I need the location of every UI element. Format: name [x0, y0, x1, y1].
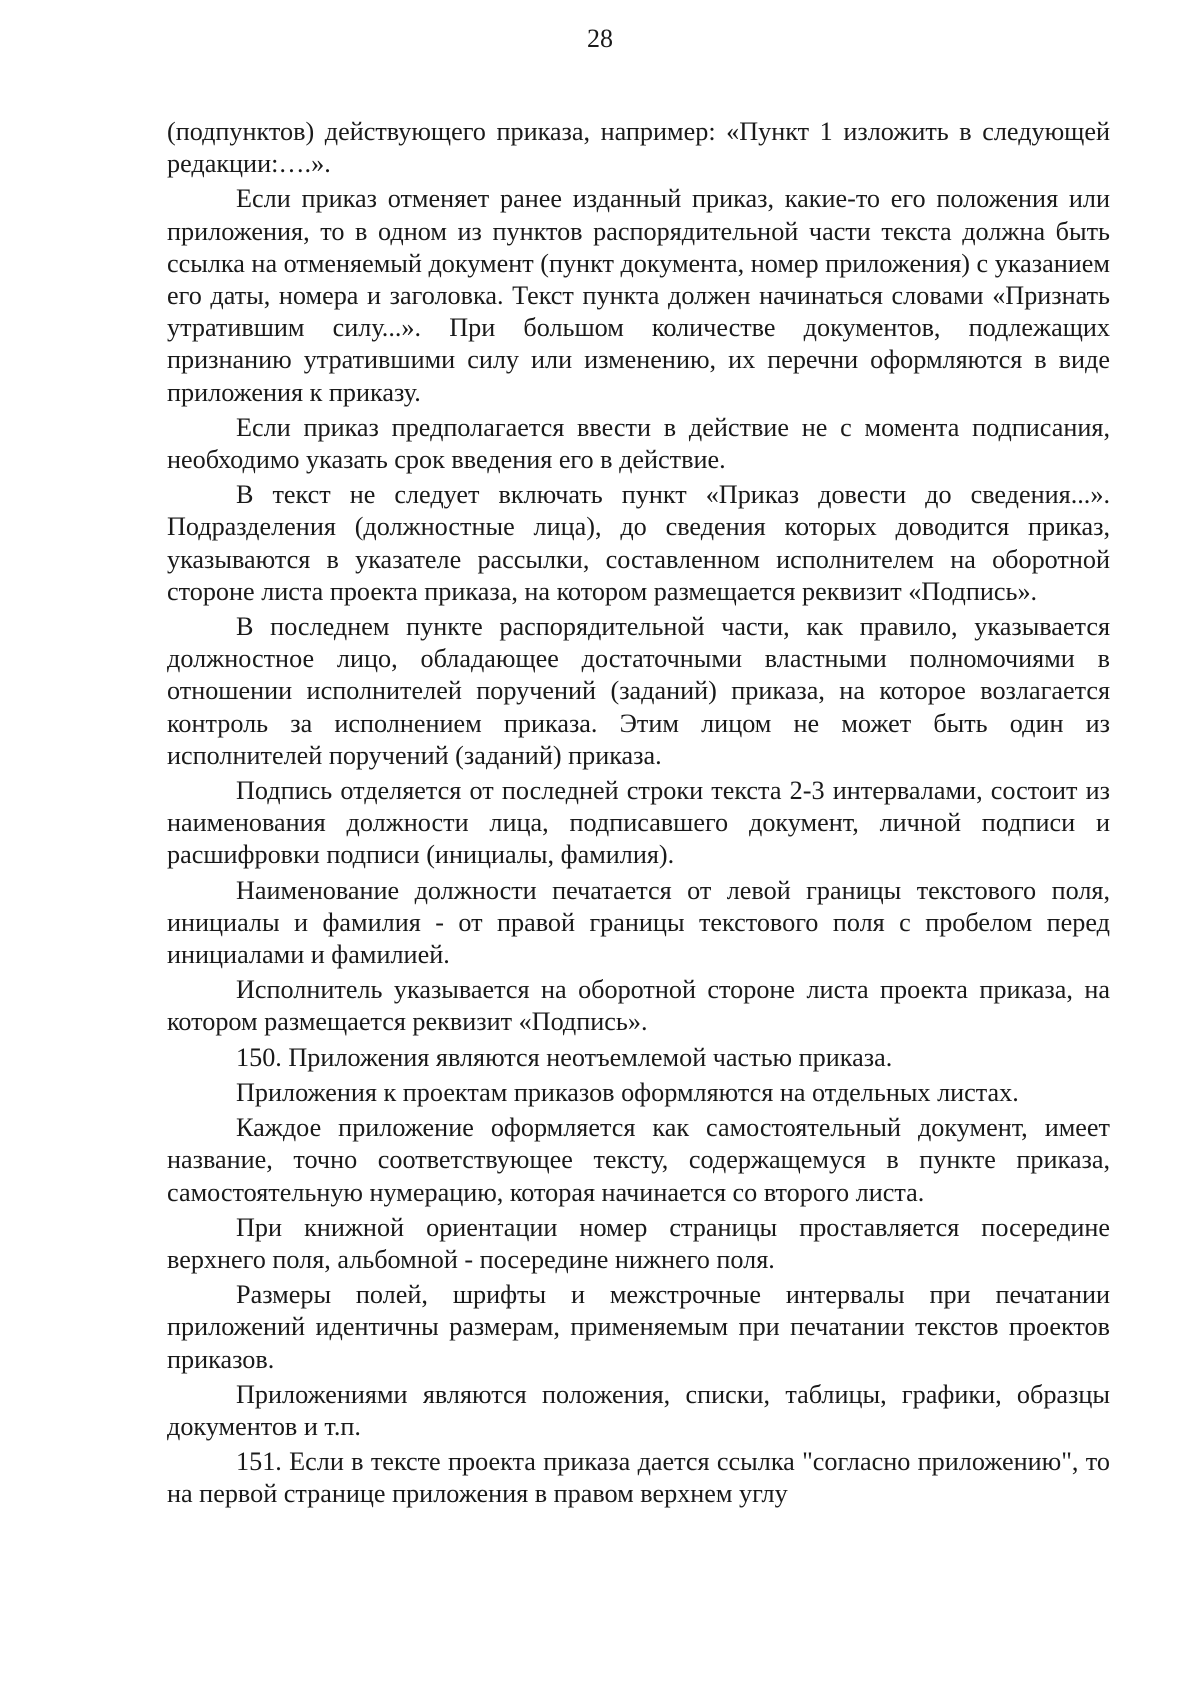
paragraph: Приложения к проектам приказов оформляются на отдельных листах. — [236, 1077, 1019, 1107]
paragraph: Каждое приложение оформляется как самостоятельный документ, имеет название, точно соответствующее тексту, содержащемуся в пункте приказа, самостоятельную нумерацию, которая начинается со второго листа. — [167, 1113, 1110, 1207]
paragraph: 150. Приложения являются неотъемлемой частью приказа. — [236, 1042, 893, 1072]
paragraph: При книжной ориентации номер страницы проставляется посередине верхнего поля, альбомной - посередине нижнего поля. — [167, 1212, 1110, 1274]
paragraph: Если приказ отменяет ранее изданный приказ, какие-то его положения или приложения, то в одном из пунктов распорядительной части текста должна быть ссылка на отменяемый документ (пункт документа, номер приложения) с указанием его даты, номера и заголовка. Текст пункта должен начинаться словами «Признать утратившим силу...». При большом количестве документов, подлежащих признанию утратившими силу или изменению, их перечни оформляются в виде приложения к приказу. — [167, 184, 1110, 407]
paragraph: 151. Если в тексте проекта приказа дается ссылка "согласно приложению", то на первой странице приложения в правом верхнем углу — [167, 1447, 1110, 1509]
paragraph: Размеры полей, шрифты и межстрочные интервалы при печатании приложений идентичны размерам, применяемым при печатании текстов проектов приказов. — [167, 1280, 1110, 1374]
document-body — [167, 116, 1110, 1514]
paragraph: Подпись отделяется от последней строки текста 2-3 интервалами, состоит из наименования должности лица, подписавшего документ, личной подписи и расшифровки подписи (инициалы, фамилия). — [167, 776, 1110, 870]
paragraph: Если приказ предполагается ввести в действие не с момента подписания, необходимо указать срок введения его в действие. — [167, 412, 1110, 475]
paragraph: В текст не следует включать пункт «Приказ довести до сведения...». Подразделения (должностные лица), до сведения которых доводится приказ, указываются в указателе рассылки, составленном исполнителем на оборотной стороне листа проекта приказа, на котором размещается реквизит «Подпись». — [167, 480, 1110, 606]
page-number: 28 — [587, 24, 613, 53]
paragraph: (подпунктов) действующего приказа, например: «Пункт 1 изложить в следующей редакции:….». — [167, 117, 1110, 179]
paragraph: Исполнитель указывается на оборотной стороне листа проекта приказа, на котором размещается реквизит «Подпись». — [167, 975, 1110, 1037]
paragraph: Приложениями являются положения, списки, таблицы, графики, образцы документов и т.п. — [167, 1379, 1110, 1441]
paragraph: Наименование должности печатается от левой границы текстового поля, инициалы и фамилия - от правой границы текстового поля с пробелом перед инициалами и фамилией. — [167, 875, 1110, 970]
paragraph: В последнем пункте распорядительной части, как правило, указывается должностное лицо, обладающее достаточными властными полномочиями в отношении исполнителей поручений (заданий) приказа, на которое возлагается контроль за исполнением приказа. Этим лицом не может быть один из исполнителей поручений (заданий) приказа. — [167, 612, 1110, 770]
